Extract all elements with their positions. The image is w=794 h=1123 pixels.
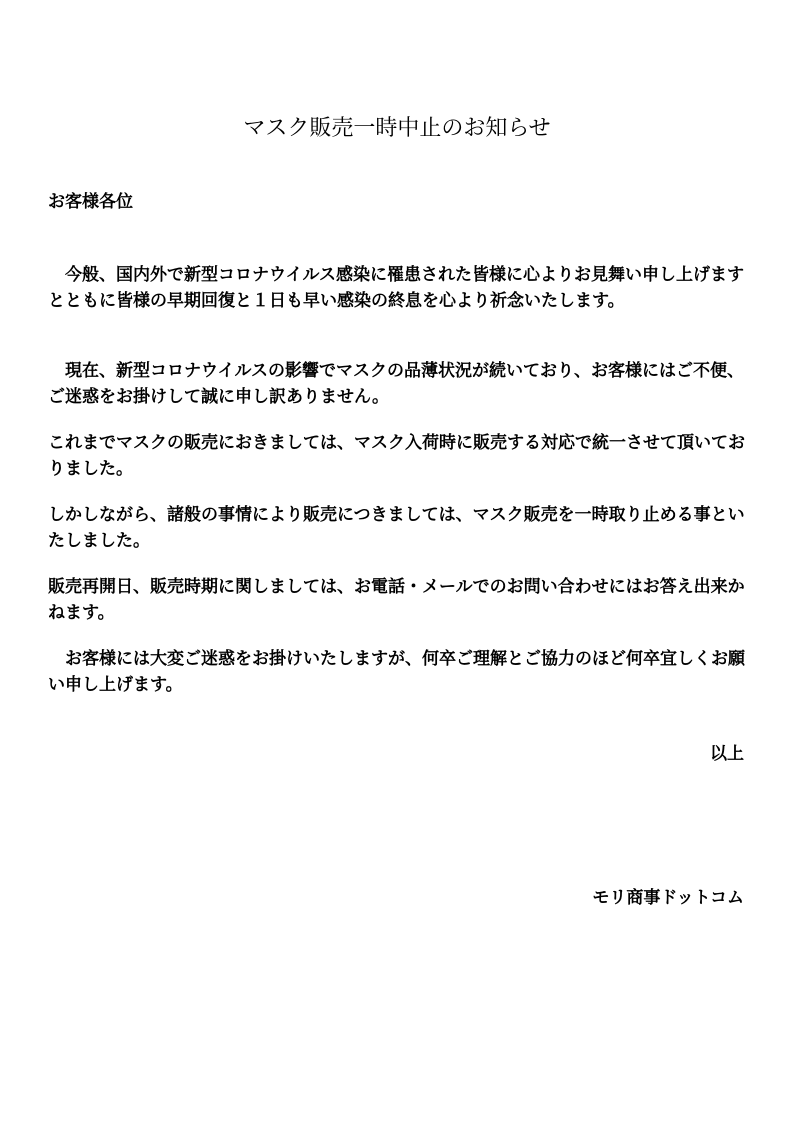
paragraph-previous-policy: これまでマスクの販売におきましては、マスク入荷時に販売する対応で統一させて頂いておりました。: [48, 433, 745, 479]
paragraph-condolence: 今般、国内外で新型コロナウイルス感染に罹患された皆様に心よりお見舞い申し上げますとともに皆様の早期回復と１日も早い感染の終息を心より祈念いたします。: [48, 265, 744, 311]
paragraph-shortage: 現在、新型コロナウイルスの影響でマスクの品薄状況が続いており、お客様にはご不便、ご迷惑をお掛けして誠に申し訳ありません。: [48, 361, 744, 407]
closing-mark: 以上: [710, 744, 744, 764]
salutation: お客様各位: [48, 192, 133, 212]
page-title: マスク販売一時中止のお知らせ: [243, 116, 551, 141]
paragraph-suspension: しかしながら、諸般の事情により販売につきましては、マスク販売を一時取り止める事といたしました。: [48, 505, 745, 551]
company-signature: モリ商事ドットコム: [592, 888, 744, 908]
paragraph-apology: お客様には大変ご迷惑をお掛けいたしますが、何卒ご理解とご協力のほど何卒宜しくお願い申し上げます。: [48, 649, 745, 695]
paragraph-no-inquiries: 販売再開日、販売時期に関しましては、お電話・メールでのお問い合わせにはお答え出来かねます。: [48, 577, 745, 623]
